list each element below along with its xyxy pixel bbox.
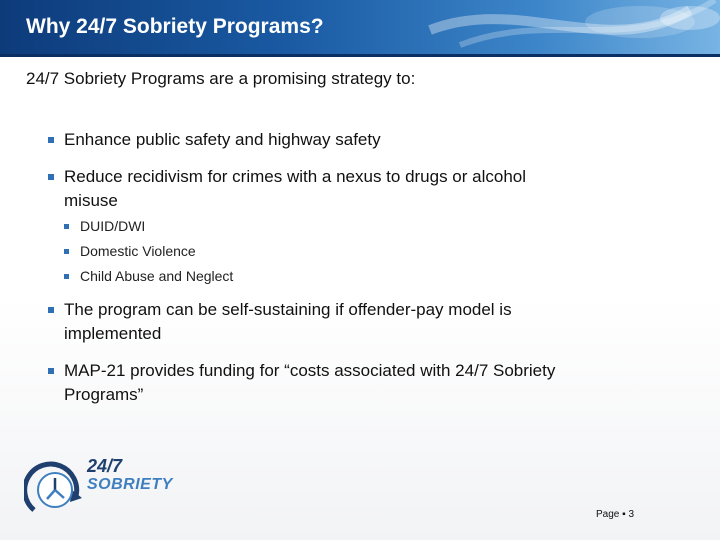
sub-bullet-item — [64, 268, 568, 285]
bullet-text: Reduce recidivism for crimes with a nexus to drugs or alcohol misuse — [64, 167, 527, 210]
title-bar — [0, 0, 720, 54]
sub-bullet-square-icon — [64, 249, 69, 254]
bullet-list — [48, 128, 568, 420]
sub-bullet-list — [64, 218, 568, 285]
clock-arrow-icon — [24, 450, 86, 528]
bullet-text: Enhance public safety and highway safety — [64, 130, 381, 149]
intro-text: 24/7 Sobriety Programs are a promising strategy to: — [26, 69, 416, 88]
sub-bullet-text: Domestic Violence — [80, 243, 196, 259]
sub-bullet-item — [64, 243, 568, 260]
sub-bullet-text: DUID/DWI — [80, 218, 146, 234]
sobriety-logo — [24, 450, 173, 530]
bullet-item — [48, 165, 568, 285]
page-number: Page ▪ 3 — [596, 509, 635, 520]
logo-text-247: 24/7 — [87, 456, 123, 476]
bullet-text: The program can be self-sustaining if offender-pay model is implemented — [64, 300, 512, 343]
bullet-square-icon — [48, 137, 54, 143]
sub-bullet-text: Child Abuse and Neglect — [80, 268, 234, 284]
sub-bullet-item — [64, 218, 568, 235]
bullet-square-icon — [48, 368, 54, 374]
bullet-item — [48, 128, 568, 152]
slide-title: Why 24/7 Sobriety Programs? — [26, 15, 324, 38]
bullet-item — [48, 298, 568, 346]
bullet-square-icon — [48, 174, 54, 180]
sub-bullet-square-icon — [64, 274, 69, 279]
sub-bullet-square-icon — [64, 224, 69, 229]
bullet-item — [48, 359, 568, 407]
logo-text-sobriety: SOBRIETY — [87, 476, 173, 493]
bullet-text: MAP-21 provides funding for “costs associated with 24/7 Sobriety Programs” — [64, 361, 556, 404]
bullet-square-icon — [48, 307, 54, 313]
title-underline — [0, 54, 720, 57]
